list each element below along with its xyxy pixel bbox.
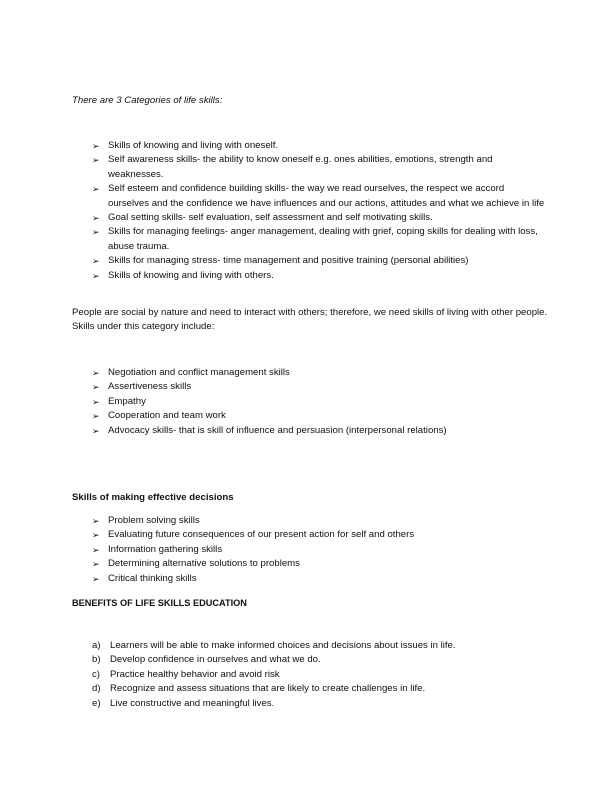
list-item-text: Self awareness skills- the ability to know oneself e.g. ones abilities, emotions, strength and weaknesses. (108, 154, 493, 180)
list-item (92, 543, 547, 557)
list-item (92, 653, 547, 667)
list-item-text: Skills of knowing and living with others. (108, 269, 274, 281)
list-item-text: Skills for managing stress- time management and positive training (personal abilities) (108, 255, 469, 267)
arrow-bullet-icon: ➢ (92, 411, 100, 422)
list-item-text: Develop confidence in ourselves and what we do. (110, 654, 321, 666)
arrow-bullet-icon: ➢ (92, 213, 100, 224)
arrow-bullet-icon: ➢ (92, 227, 100, 238)
arrow-bullet-icon: ➢ (92, 141, 100, 151)
list-item (92, 514, 547, 528)
arrow-bullet-icon: ➢ (92, 256, 100, 267)
list-item-text: Empathy (108, 395, 146, 407)
benefits-list (92, 639, 547, 711)
list-item (92, 225, 547, 254)
list-item-text: Advocacy skills- that is skill of influence and persuasion (interpersonal relations) (108, 424, 447, 436)
list-item (92, 572, 547, 586)
list-item-text: Information gathering skills (108, 543, 223, 555)
list-item-text: Practice healthy behavior and avoid risk (110, 668, 280, 680)
arrow-bullet-icon: ➢ (92, 544, 100, 555)
list-item-text: Skills for managing feelings- anger management, dealing with grief, coping skills for dealing with loss, abuse trauma. (108, 226, 538, 252)
list-item (92, 254, 547, 268)
arrow-bullet-icon: ➢ (92, 530, 100, 541)
arrow-bullet-icon: ➢ (92, 559, 100, 570)
arrow-bullet-icon: ➢ (92, 155, 100, 166)
arrow-bullet-icon: ➢ (92, 368, 100, 378)
list-item-text: Recognize and assess situations that are likely to create challenges in life. (110, 683, 426, 695)
arrow-bullet-icon: ➢ (92, 396, 100, 407)
list-marker: b) (92, 654, 101, 666)
decision-skills-list (92, 514, 547, 586)
list-item-text: Determining alternative solutions to problems (108, 558, 300, 570)
arrow-bullet-icon: ➢ (92, 270, 100, 281)
list-item (92, 409, 547, 423)
intro-text: There are 3 Categories of life skills: (72, 95, 223, 106)
list-item-text: Learners will be able to make informed choices and decisions about issues in life. (110, 640, 456, 651)
arrow-bullet-icon: ➢ (92, 425, 100, 436)
list-item (92, 269, 547, 283)
list-item (92, 668, 547, 682)
list-marker: a) (92, 640, 101, 651)
list-item-text: Critical thinking skills (108, 572, 197, 584)
list-item (92, 639, 547, 653)
list-item-text: Negotiation and conflict management skills (108, 367, 290, 378)
decisions-heading: Skills of making effective decisions (72, 492, 234, 503)
list-item (92, 697, 547, 711)
list-item (92, 557, 547, 571)
list-item-text: Problem solving skills (108, 515, 200, 526)
list-item (92, 682, 547, 696)
list-item (92, 366, 547, 380)
list-item (92, 153, 547, 182)
list-item-text: Live constructive and meaningful lives. (110, 697, 275, 709)
social-skills-paragraph: People are social by nature and need to interact with others; therefore, we need skills of living with other people. Skills under this category include: (72, 307, 548, 333)
list-item (92, 139, 547, 153)
arrow-bullet-icon: ➢ (92, 382, 100, 393)
list-marker: d) (92, 683, 101, 695)
list-item (92, 424, 547, 438)
list-item-text: Self esteem and confidence building skills- the way we read ourselves, the respect we accord ourselves and the confidence we have influences and our actions, attitudes and what we achieve in life (108, 183, 545, 209)
list-item-text: Cooperation and team work (108, 410, 226, 422)
list-item-text: Skills of knowing and living with oneself. (108, 140, 279, 151)
list-marker: e) (92, 697, 101, 709)
list-item (92, 182, 547, 211)
list-item-text: Goal setting skills- self evaluation, self assessment and self motivating skills. (108, 212, 433, 224)
benefits-heading: BENEFITS OF LIFE SKILLS EDUCATION (72, 598, 247, 608)
list-item (92, 380, 547, 394)
list-item-text: Assertiveness skills (108, 381, 192, 393)
personal-skills-list (92, 139, 547, 283)
arrow-bullet-icon: ➢ (92, 516, 100, 526)
list-item (92, 395, 547, 409)
list-item (92, 211, 547, 225)
social-skills-list (92, 366, 547, 438)
arrow-bullet-icon: ➢ (92, 573, 100, 584)
list-item (92, 528, 547, 542)
list-item-text: Evaluating future consequences of our present action for self and others (108, 529, 415, 541)
list-marker: c) (92, 668, 100, 680)
arrow-bullet-icon: ➢ (92, 184, 100, 195)
